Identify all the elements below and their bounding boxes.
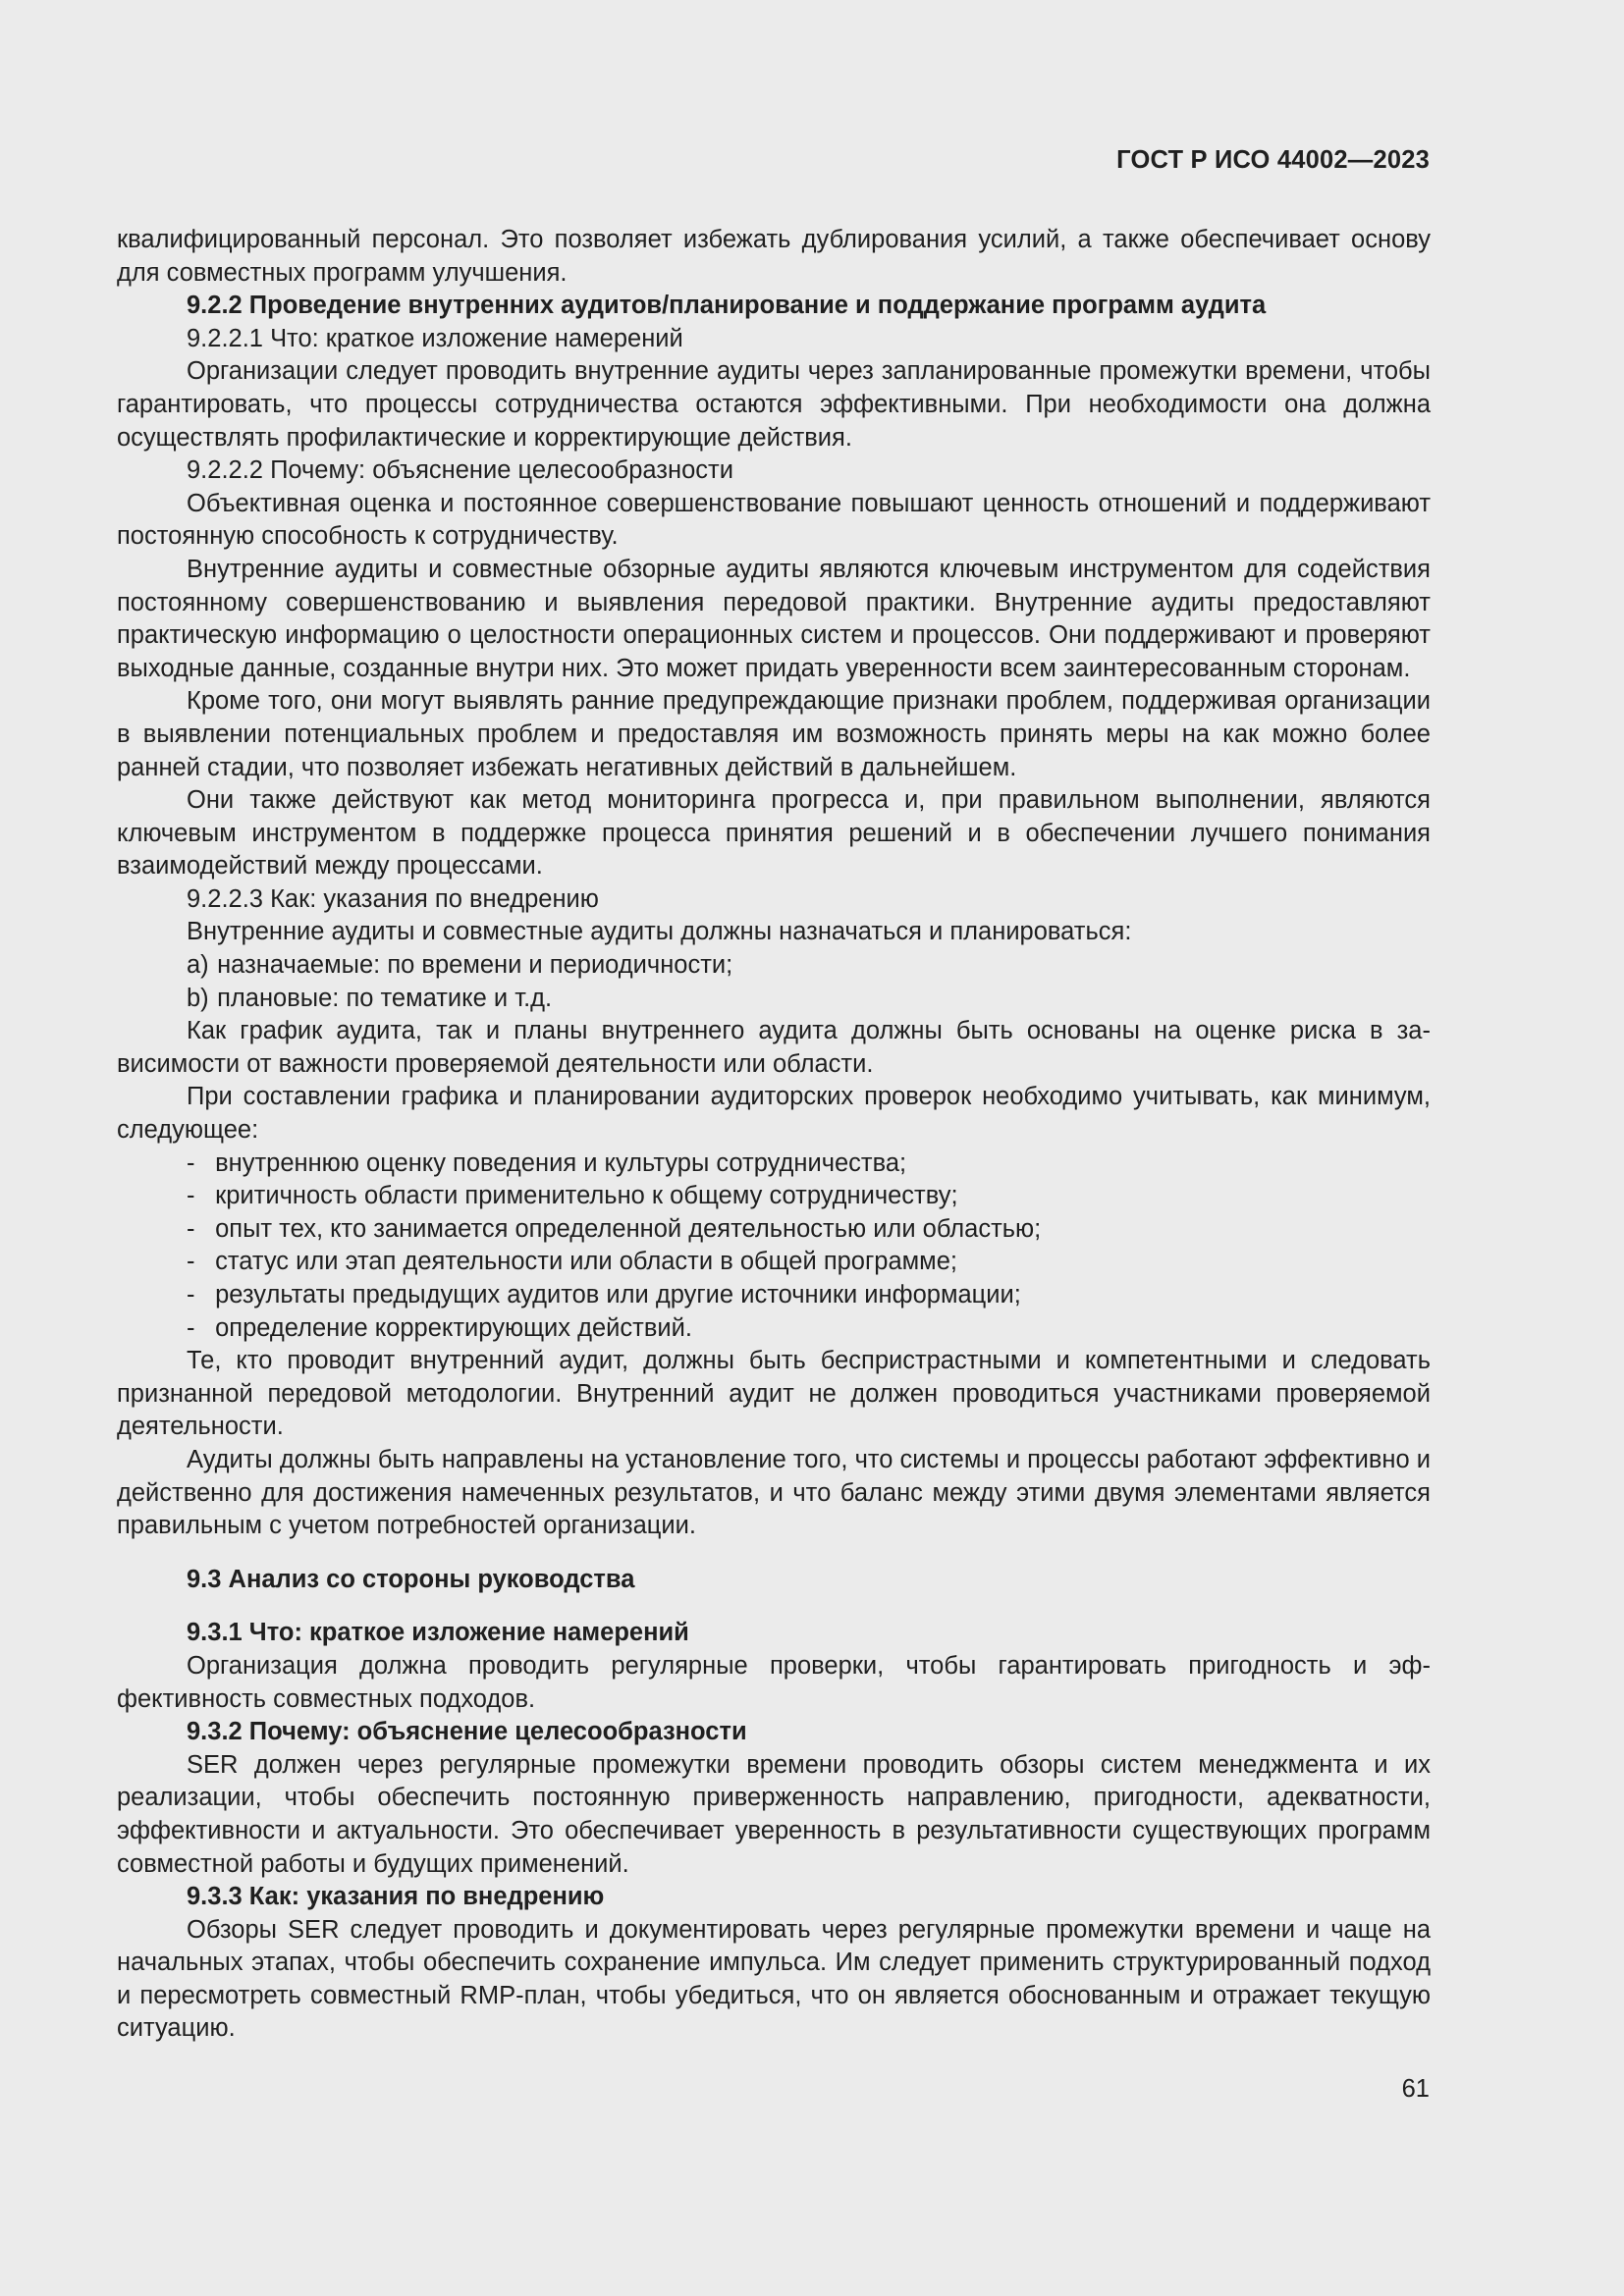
paragraph: Кроме того, они могут выявлять ранние предупреждающие признаки проблем, поддерживая организации в выявлении потенциальных проблем и предоставляя им возможность принять меры на как можно более ранней стадии, что позволяет избежать негативных действий в дальнейшем. [117,687,1431,781]
list-item-text: определение корректирующих действий. [215,1313,692,1342]
list-item [117,1312,1431,1346]
list-item-text: опыт тех, кто занимается определенной деятельностью или областью; [215,1214,1042,1243]
section-heading-9-3-1: 9.3.1 Что: краткое изложение намерений [187,1619,689,1647]
list-item [117,1279,1431,1312]
list-item [117,949,1431,983]
document-code-header: ГОСТ Р ИСО 44002—2023 [1116,146,1430,174]
section-heading-9-3: 9.3 Анализ со стороны руководства [187,1565,635,1593]
paragraph: SER должен через регулярные промежутки времени проводить обзоры систем менеджмента и их реализации, чтобы обеспечить постоянную приверженность направлению, пригодности, адекватности, эффективности и актуальности. Это обеспечивает уверенность в результативности существующих программ совместной работы и будущих применений. [117,1750,1431,1878]
paragraph: квалифицированный персонал. Это позволяет избежать дублирования усилий, а также обеспечивает основу для совместных программ улучшения. [117,226,1431,287]
paragraph: Те, кто проводит внутренний аудит, должны быть беспристрастными и компетентными и следовать признанной передовой методологии. Внутренний аудит не должен проводиться участниками проверяемой деятельности. [117,1347,1431,1441]
dash-marker: - [187,1248,195,1276]
list-marker: b) [187,984,209,1012]
section-heading-9-2-2: 9.2.2 Проведение внутренних аудитов/планирование и поддержание программ аудита [187,292,1267,320]
subsection-heading-9-2-2-1: 9.2.2.1 Что: краткое изложение намерений [187,324,683,352]
list-item-text: назначаемые: по времени и периодичности; [217,951,733,980]
paragraph: При составлении графика и планировании аудиторских проверок необходимо учитывать, как минимум, следующее: [117,1083,1431,1145]
list-item [117,1213,1431,1247]
paragraph: Обзоры SER следует проводить и документировать через регулярные промежутки времени и чаще на начальных этапах, чтобы обеспечить сохранение импульса. Им следует применить структурированный подход и пересмотреть совместный RMP-план, чтобы убедиться, что он является обоснованным и отражает текущую ситуацию. [117,1915,1431,2043]
page-number: 61 [1401,2075,1430,2103]
dash-marker: - [187,1182,195,1210]
paragraph: Объективная оценка и постоянное совершенствование повышают ценность отношений и поддерживают постоянную способность к сотрудничеству. [117,489,1431,551]
section-heading-9-3-3: 9.3.3 Как: указания по внедрению [187,1883,605,1911]
list-item [117,983,1431,1016]
dash-marker: - [187,1313,195,1342]
list-marker: a) [187,951,209,980]
paragraph: Организации следует проводить внутренние аудиты через запланированные промежутки времени, чтобы гарантировать, что процессы сотрудничества остаются эффективными. При необходимости она должна осуществлять профилактические и корректирующие действия. [117,357,1431,452]
list-item [117,1148,1431,1181]
paragraph: Они также действуют как метод мониторинга прогресса и, при правильном выполнении, являются ключевым инструментом в поддержке процесса принятия решений и в обеспечении лучшего понимания взаимодействий между процессами. [117,786,1431,881]
section-heading-9-3-2: 9.3.2 Почему: объяснение целесообразности [187,1718,747,1746]
dash-marker: - [187,1281,195,1308]
paragraph: Как график аудита, так и планы внутреннего аудита должны быть основаны на оценке риска в зависимости от важности проверяемой деятельности или области. [117,1017,1431,1078]
subsection-heading-9-2-2-2: 9.2.2.2 Почему: объяснение целесообразности [187,456,733,485]
paragraph: Организация должна проводить регулярные проверки, чтобы гарантировать пригодность и эффективность совместных подходов. [117,1651,1431,1713]
list-item-text: плановые: по тематике и т.д. [217,984,553,1012]
list-item-text: критичность области применительно к общему сотрудничеству; [215,1182,958,1210]
page-content [117,224,1431,2046]
list-item-text: результаты предыдущих аудитов или другие источники информации; [215,1281,1021,1308]
paragraph: Внутренние аудиты и совместные аудиты должны назначаться и планироваться: [187,918,1132,946]
dash-marker: - [187,1214,195,1243]
paragraph: Аудиты должны быть направлены на установление того, что системы и процессы работают эффективно и действенно для достижения намеченных результатов, и что баланс между этими двумя элементами является правильным с учетом потребностей организации. [117,1445,1431,1540]
list-item-text: внутреннюю оценку поведения и культуры сотрудничества; [215,1148,907,1177]
dash-marker: - [187,1148,195,1177]
paragraph: Внутренние аудиты и совместные обзорные аудиты являются ключевым инструментом для содействия постоянному совершенствованию и выявления передовой практики. Внутренние аудиты предоставляют практическую информацию о целостности операционных систем и процессов. Они поддерживают и проверяют выходные данные, созданные внутри них. Это может придать уверенности всем заинтересованным сторонам. [117,555,1431,682]
list-item [117,1180,1431,1213]
list-item [117,1246,1431,1279]
subsection-heading-9-2-2-3: 9.2.2.3 Как: указания по внедрению [187,884,599,913]
list-item-text: статус или этап деятельности или области в общей программе; [215,1248,957,1276]
